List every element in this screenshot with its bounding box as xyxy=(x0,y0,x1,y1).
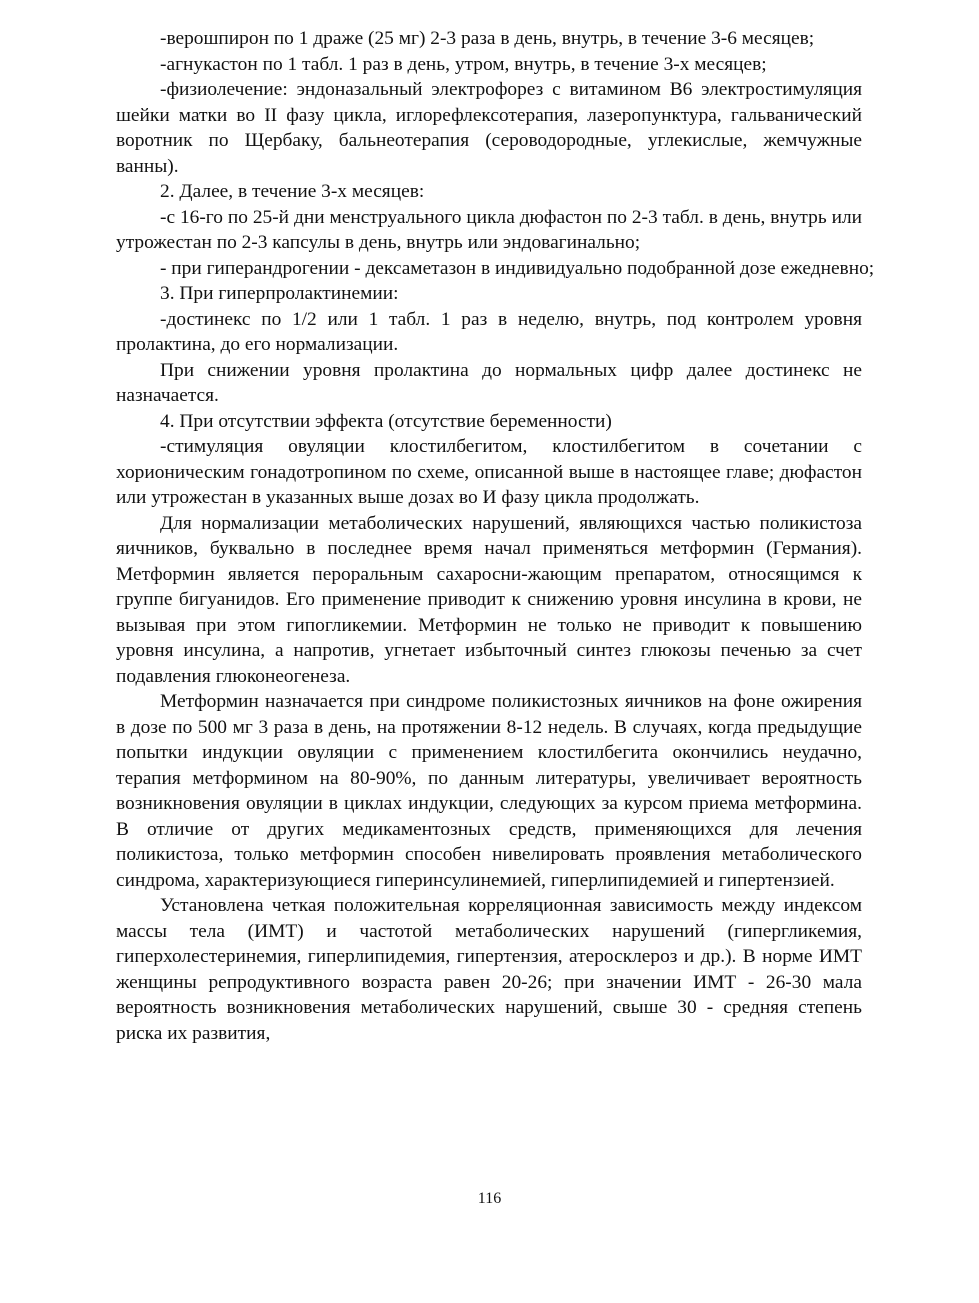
page-body xyxy=(116,26,875,1046)
paragraph-dostinex: -достинекс по 1/2 или 1 табл. 1 раз в неделю, внутрь, под контролем уровня пролактина, до его нормализации. xyxy=(116,308,862,355)
paragraph-ovulation-stimulation: -стимуляция овуляции клостилбегитом, клостилбегитом в сочетании с хорионическим гонадотропином по схеме, описанной выше в настоящее главе; дюфастон или утрожестан в указанных выше дозах во И фазу цикла продолжать. xyxy=(116,436,862,508)
paragraph-dufaston: -с 16-го по 25-й дни менструального цикла дюфастон по 2-3 табл. в день, внутрь или утрожестан по 2-3 капсулы в день, внутрь или эндовагинально; xyxy=(116,206,862,253)
paragraph-step-4-heading: 4. При отсутствии эффекта (отсутствие беременности) xyxy=(160,410,612,432)
paragraph-metformin-intro: Для нормализации метаболических нарушений, являющихся частью поликистоза яичников, буквально в последнее время начал применяться метформин (Германия). Метформин является пероральным сахаросни-жающим препаратом, относящимся к группе бигуанидов. Его применение приводит к снижению уровня инсулина в крови, не вызывая при этом гипогликемии. Метформин не только не приводит к повышению уровня инсулина, а напротив, угнетает избыточный синтез глюкозы печенью за счет подавления глюконеогенеза. xyxy=(116,512,862,687)
paragraph-dexamethasone: - при гиперандрогении - дексаметазон в индивидуально подобранной дозе ежедневно; xyxy=(160,257,875,279)
paragraph-step-2-heading: 2. Далее, в течение 3-х месяцев: xyxy=(160,181,425,202)
paragraph-step-3-heading: 3. При гиперпролактинемии: xyxy=(160,283,399,304)
paragraph-physiotherapy: -физиолечение: эндоназальный электрофорез с витамином В6 электростимуляция шейки матки во II фазу цикла, иглорефлексотерапия, лазеропунктура, гальванический воротник по Щербаку, бальнеотерапия (сероводородные, углекислые, жемчужные ванны). xyxy=(116,79,862,177)
paragraph-agnukaston: -агнукастон по 1 табл. 1 раз в день, утром, внутрь, в течение 3-х месяцев; xyxy=(160,53,767,75)
paragraph-metformin-dosage: Метформин назначается при синдроме поликистозных яичников на фоне ожирения в дозе по 500 мг 3 раза в день, на протяжении 8-12 недель. В случаях, когда предыдущие попытки индукции овуляции с применением клостилбегита окончились неудачно, терапия метформином на 80-90%, по данным литературы, увеличивает вероятность возникновения овуляции в циклах индукции, следующих за курсом приема метформина. В отличие от других медикаментозных средств, применяющихся для лечения поликистоза, только метформин способен нивелировать проявления метаболического синдрома, характеризующиеся гиперинсулинемией, гиперлипидемией и гипертензией. xyxy=(116,691,862,891)
paragraph-bmi-correlation: Установлена четкая положительная корреляционная зависимость между индексом массы тела (ИМТ) и частотой метаболических нарушений (гипергликемия, гиперхолестеринемия, гиперлипидемия, гипертензия, атеросклероз и др.). В норме ИМТ женщины репродуктивного возраста равен 20-26; при значении ИМТ - 26-30 мала вероятность возникновения метаболических нарушений, свыше 30 - средняя степень риска их развития, xyxy=(116,895,862,1044)
paragraph-prolactin-note: При снижении уровня пролактина до нормальных цифр далее достинекс не назначается. xyxy=(116,359,862,406)
paragraph-veroshpiron: -верошпирон по 1 драже (25 мг) 2-3 раза в день, внутрь, в течение 3-6 месяцев; xyxy=(160,28,815,49)
page-number: 116 xyxy=(477,1190,502,1207)
